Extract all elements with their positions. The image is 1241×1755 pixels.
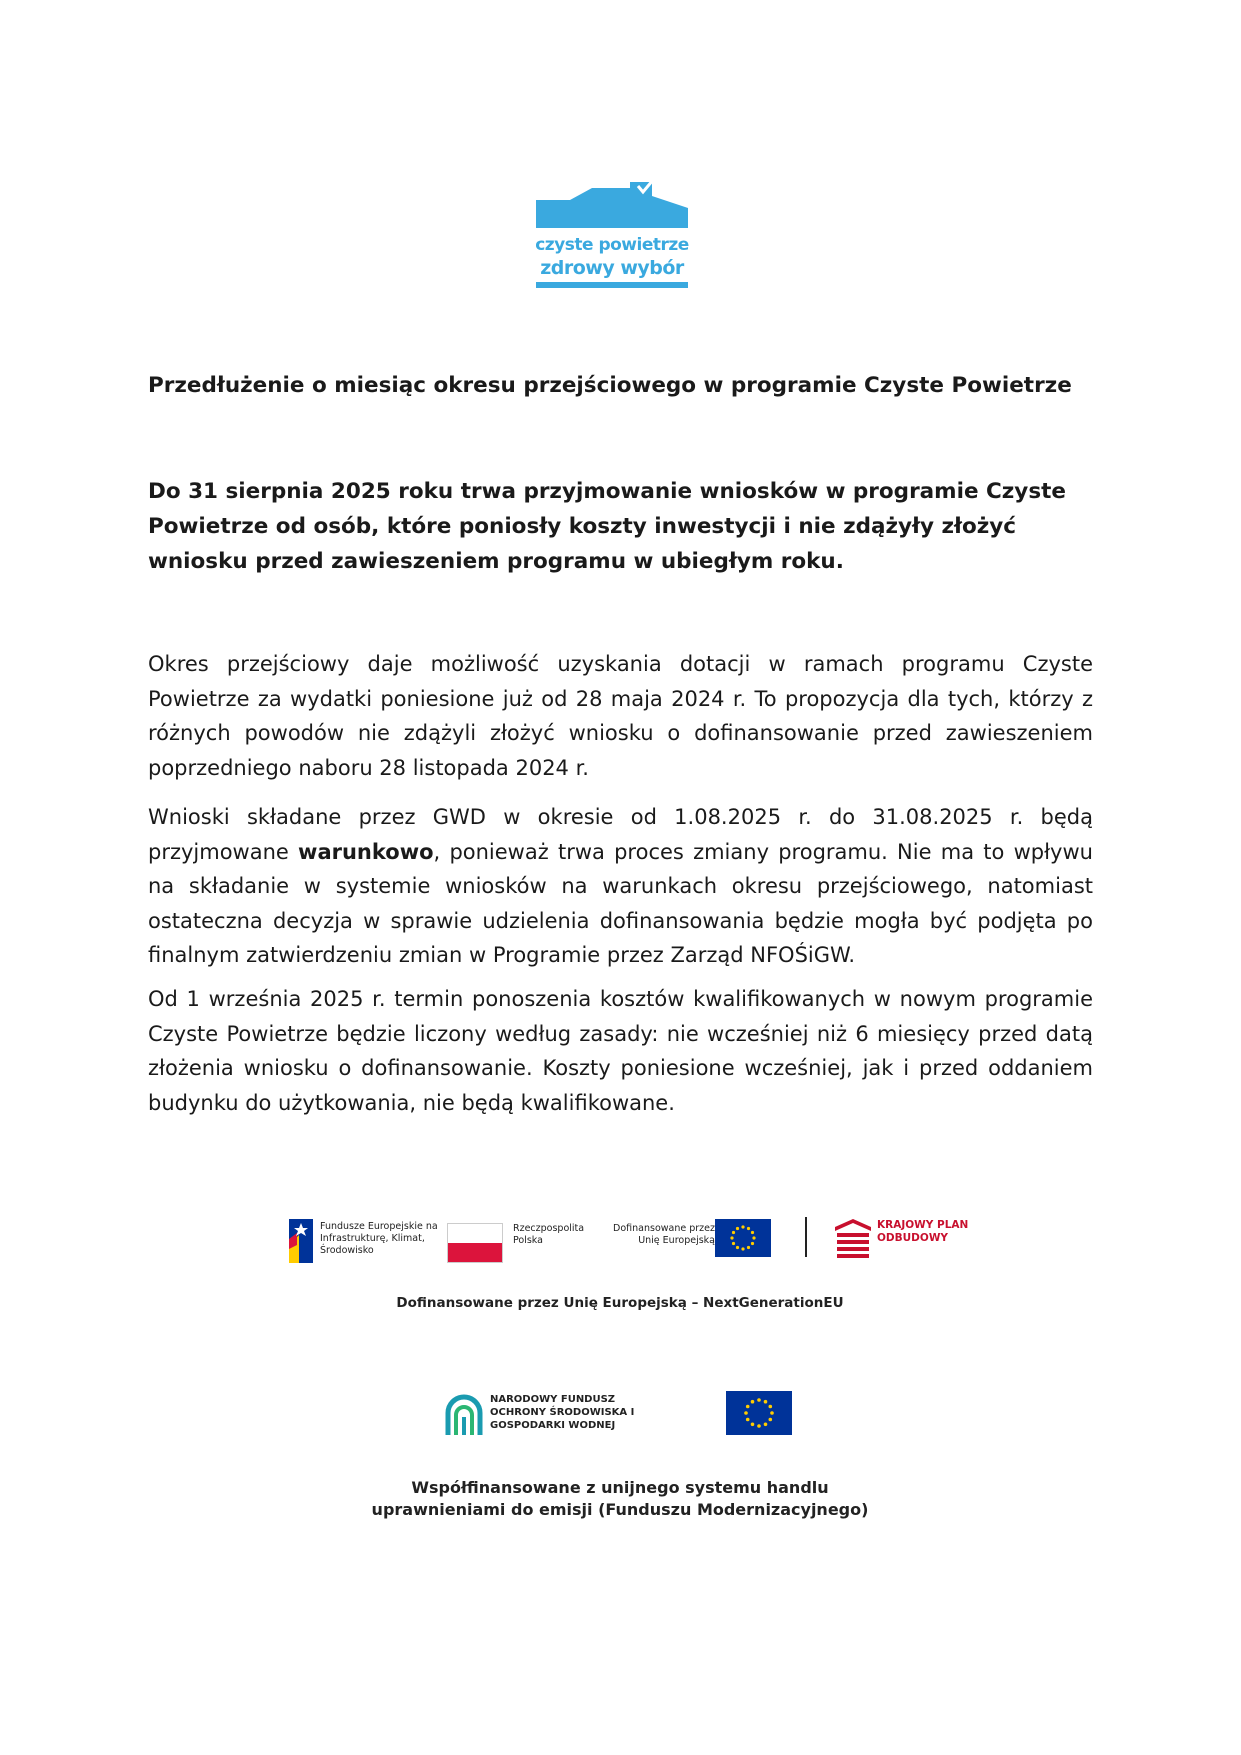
caption-line-1: Współfinansowane z unijnego systemu handlu — [411, 1478, 829, 1497]
czyste-powietrze-logo — [534, 178, 690, 290]
logo-line2: zdrowy wybór — [540, 257, 684, 279]
caption-line-2: uprawnieniami do emisji (Funduszu Modernizacyjnego) — [371, 1500, 869, 1519]
fundusze-europejskie-icon — [289, 1219, 313, 1263]
poland-flag-icon — [447, 1223, 503, 1263]
kpo-label: KRAJOWY PLAN ODBUDOWY — [877, 1219, 969, 1244]
modernisation-fund-caption — [340, 1477, 900, 1521]
nfosigw-icon — [444, 1393, 484, 1435]
paragraph-2-before: Wnioski składane przez GWD w okresie od 1.08.2025 r. do 31.08.2025 r. będą przyjmowane — [148, 805, 1093, 864]
paragraph-3: Od 1 września 2025 r. termin ponoszenia kosztów kwalifikowanych w nowym programie Czyste Powietrze będzie liczony według zasady: nie wcześniej niż 6 miesięcy przed datą złożenia wniosku o dofinansowanie. Koszty poniesione wcześniej, jak i przed oddaniem budynku do użytkowania, nie będą kwalifikowane. — [148, 987, 1093, 1115]
fundusze-europejskie-label: Fundusze Europejskie na Infrastrukturę, Klimat, Środowisko — [320, 1221, 438, 1256]
rzeczpospolita-label: Rzeczpospolita Polska — [513, 1223, 585, 1246]
paragraph-2-bold: warunkowo — [298, 839, 434, 864]
logo-line1: czyste powietrze — [535, 235, 689, 255]
eu-flag-icon-2 — [726, 1391, 792, 1435]
modernisation-fund-strip — [340, 1355, 900, 1545]
nfosigw-label: NARODOWY FUNDUSZ OCHRONY ŚRODOWISKA I GOSPODARKI WODNEJ — [490, 1394, 635, 1431]
lead-paragraph: Do 31 sierpnia 2025 roku trwa przyjmowanie wniosków w programie Czyste Powietrze od osób, które poniosły koszty inwestycji i nie zdążyły złożyć wniosku przed zawieszeniem programu w ubiegłym roku. — [148, 479, 1066, 574]
paragraph-2 — [148, 800, 1093, 973]
funding-logos-strip — [275, 1195, 969, 1325]
paragraph-1: Okres przejściowy daje możliwość uzyskania dotacji w ramach programu Czyste Powietrze za wydatki poniesione już od 28 maja 2024 r. To propozycja dla tych, którzy z różnych powodów nie zdążyli złożyć wniosku o dofinansowanie przed zawieszeniem poprzedniego naboru 28 listopada 2024 r. — [148, 652, 1093, 780]
logo-divider — [805, 1217, 807, 1257]
eu-flag-icon — [715, 1219, 771, 1257]
paragraph-2-after: , ponieważ trwa proces zmiany programu. Nie ma to wpływu na składanie w systemie wniosków na warunkach okresu przejściowego, natomiast ostateczna decyzja w sprawie udzielenia dofinansowania będzie mogła być podjęta po finalnym zatwierdzeniu zmian w Programie przez Zarząd NFOŚiGW. — [148, 839, 1093, 967]
nextgeneration-caption: Dofinansowane przez Unię Europejską – NextGenerationEU — [396, 1295, 844, 1311]
dofinansowane-label: Dofinansowane przez Unię Europejską — [613, 1223, 715, 1246]
document-title: Przedłużenie o miesiąc okresu przejściowego w programie Czyste Powietrze — [148, 373, 1072, 398]
kpo-icon — [835, 1219, 871, 1259]
